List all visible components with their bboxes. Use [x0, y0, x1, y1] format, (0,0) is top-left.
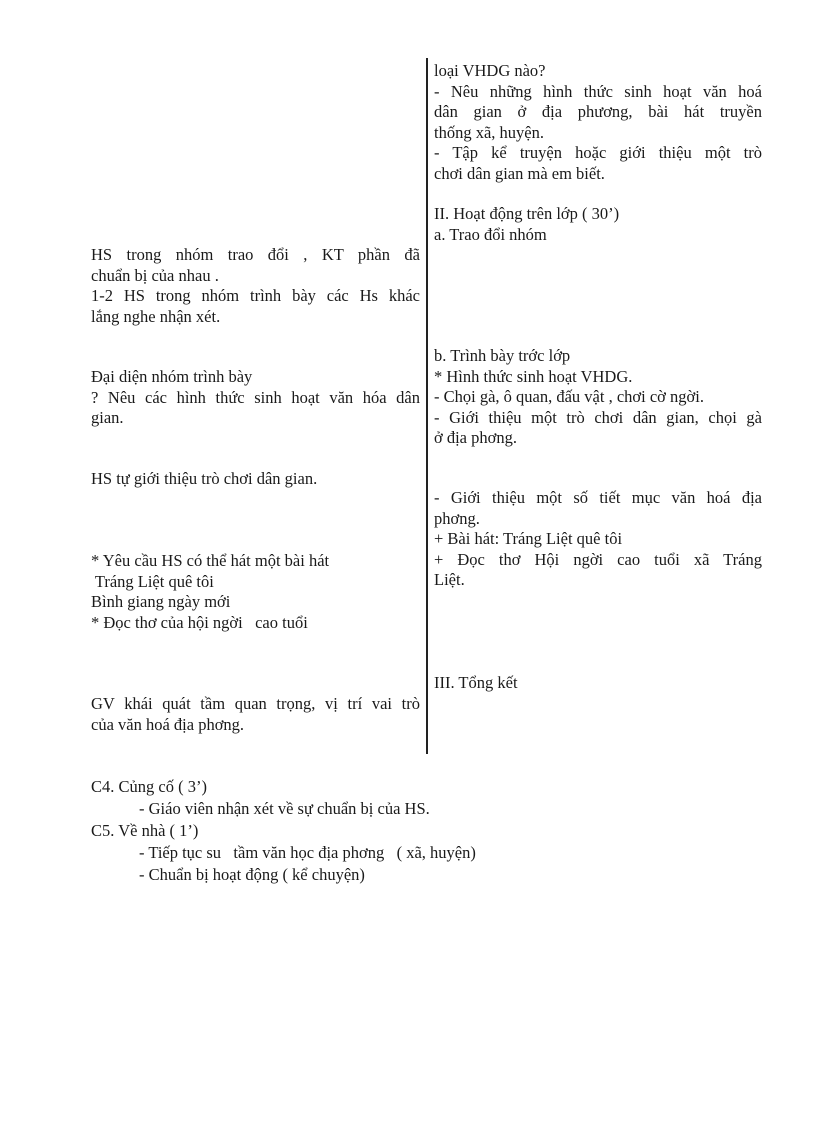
right-b1-item1-line2: dân gian ở địa phương, bài hát truyền — [434, 102, 762, 121]
left-b1-line1: HS trong nhóm trao đổi , KT phần đã — [91, 245, 420, 264]
column-divider — [426, 58, 428, 754]
right-block-preparation — [434, 61, 762, 184]
subheading-a: a. Trao đổi nhóm — [434, 224, 547, 244]
right-b4-line2: phơng. — [434, 508, 480, 528]
left-b2-line1: Đại diện nhóm trình bày — [91, 367, 253, 386]
left-b1-line3: 1-2 HS trong nhóm trình bày các Hs khác — [91, 286, 420, 305]
c5-heading: C5. Về nhà ( 1’) — [91, 821, 199, 840]
right-b1-item1-last: thống xã, huyện. — [434, 122, 544, 142]
right-block-local-items — [434, 488, 762, 591]
right-block-summary — [434, 673, 762, 694]
left-b4-line1: * Yêu cầu HS có thể hát một bài hát — [91, 551, 330, 570]
left-block-teacher-summary — [91, 694, 420, 735]
left-block-representative — [91, 367, 420, 429]
left-b5-line1: GV khái quát tầm quan trọng, vị trí vai trò — [91, 694, 420, 713]
left-b2-line2: ? Nêu các hình thức sinh hoạt văn hóa dân — [91, 387, 420, 407]
left-b4-line2: Tráng Liệt quê tôi — [91, 571, 214, 591]
c5-item2: - Chuẩn bị hoạt động ( kể chuyện) — [139, 865, 365, 884]
left-block-group-discussion — [91, 245, 420, 327]
left-b5-line2: của văn hoá địa phơng. — [91, 714, 245, 734]
right-b4-line4: + Đọc thơ Hội ngời cao tuổi xã Tráng — [434, 549, 762, 569]
right-block-presentation — [434, 346, 762, 449]
right-b4-line3: + Bài hát: Tráng Liệt quê tôi — [434, 529, 623, 548]
left-b3-line1: HS tự giới thiệu trò chơi dân gian. — [91, 469, 318, 488]
right-b1-item2-last: chơi dân gian mà em biết. — [434, 163, 605, 183]
left-b4-line3: Bình giang ngày mới — [91, 592, 231, 611]
right-b1-item1-line1: - Nêu những hình thức sinh hoạt văn hoá — [434, 81, 762, 101]
right-b4-line1: - Giới thiệu một số tiết mục văn hoá địa — [434, 488, 762, 507]
left-b2-line3: gian. — [91, 408, 124, 427]
right-b3-line1: * Hình thức sinh hoạt VHDG. — [434, 366, 633, 386]
c5-item1: - Tiếp tục su tầm văn học địa phơng ( xã, huyện) — [139, 843, 476, 862]
section-heading-ii: II. Hoạt động trên lớp ( 30’) — [434, 204, 620, 223]
right-b1-line1: loại VHDG nào? — [434, 61, 546, 80]
left-b1-line2: chuẩn bị của nhau . — [91, 265, 219, 285]
left-block-self-intro — [91, 469, 420, 490]
section-heading-iii: III. Tổng kết — [434, 673, 518, 692]
c4-heading: C4. Củng cố ( 3’) — [91, 777, 207, 796]
right-b3-line4: ở địa phơng. — [434, 428, 517, 447]
right-block-class-activity — [434, 204, 762, 245]
right-b3-line2: - Chọi gà, ô quan, đấu vật , chơi cờ ngời. — [434, 387, 704, 406]
left-block-requirements — [91, 551, 420, 633]
left-b1-line4: lắng nghe nhận xét. — [91, 306, 221, 326]
right-b4-line5: Liệt. — [434, 570, 465, 589]
right-b3-line3: - Giới thiệu một trò chơi dân gian, chọi gà — [434, 407, 762, 427]
subheading-b: b. Trình bày trớc lớp — [434, 346, 571, 365]
c4-item: - Giáo viên nhận xét về sự chuẩn bị của HS. — [139, 799, 430, 818]
right-b1-item2-first: - Tập kể truyện hoặc giới thiệu một trò — [434, 143, 762, 162]
left-b4-line4: * Đọc thơ của hội ngời cao tuổi — [91, 612, 308, 632]
